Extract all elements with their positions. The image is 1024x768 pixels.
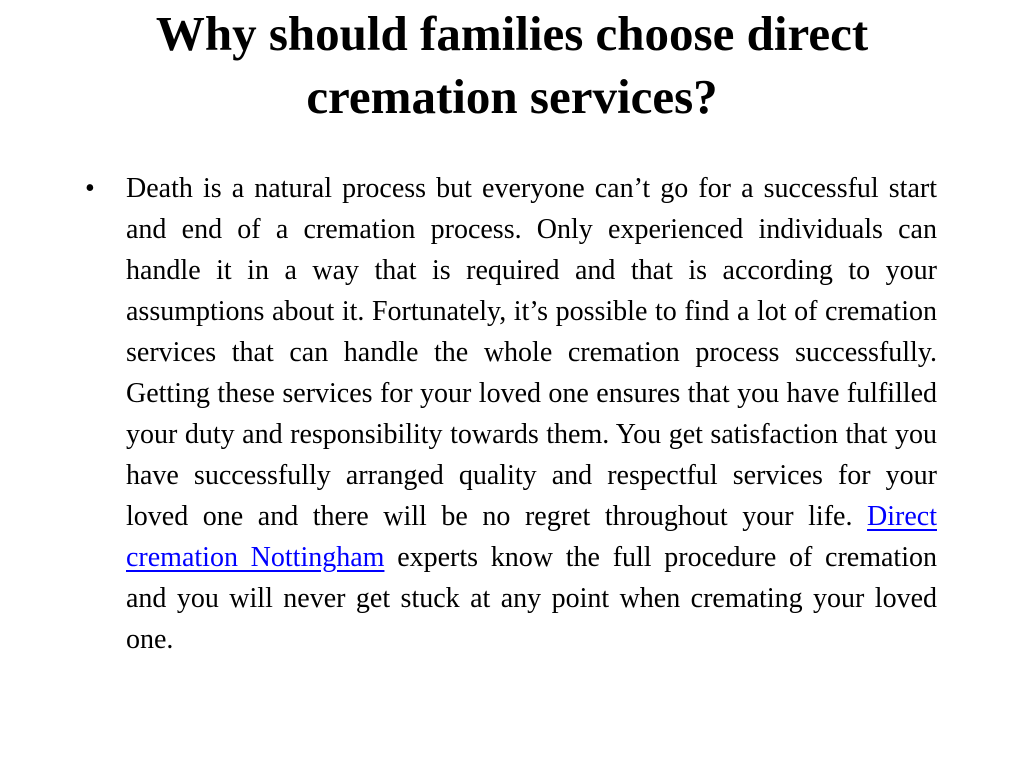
slide-title: Why should families choose direct cremation services? bbox=[155, 6, 869, 124]
bullet-text-after-link: experts know the full procedure of cremation and you will never get stuck at any point when cremating your loved one. bbox=[126, 542, 937, 655]
bullet-list bbox=[85, 168, 937, 660]
bullet-text-before-link: Death is a natural process but everyone can’t go for a successful start and end of a cremation process. Only experienced individuals can handle it in a way that is required and that is according to your assumptions about it. Fortunately, it’s possible to find a lot of cremation services that can handle the whole cremation process successfully. Getting these services for your loved one ensures that you have fulfilled your duty and responsibility towards them. You get satisfaction that you have successfully arranged quality and respectful services for your loved one and there will be no regret throughout your life. bbox=[126, 173, 937, 532]
bullet-item bbox=[85, 168, 937, 660]
direct-cremation-nottingham-link[interactable]: Direct cremation Nottingham bbox=[126, 501, 937, 573]
bullet-marker-icon: • bbox=[85, 173, 95, 204]
